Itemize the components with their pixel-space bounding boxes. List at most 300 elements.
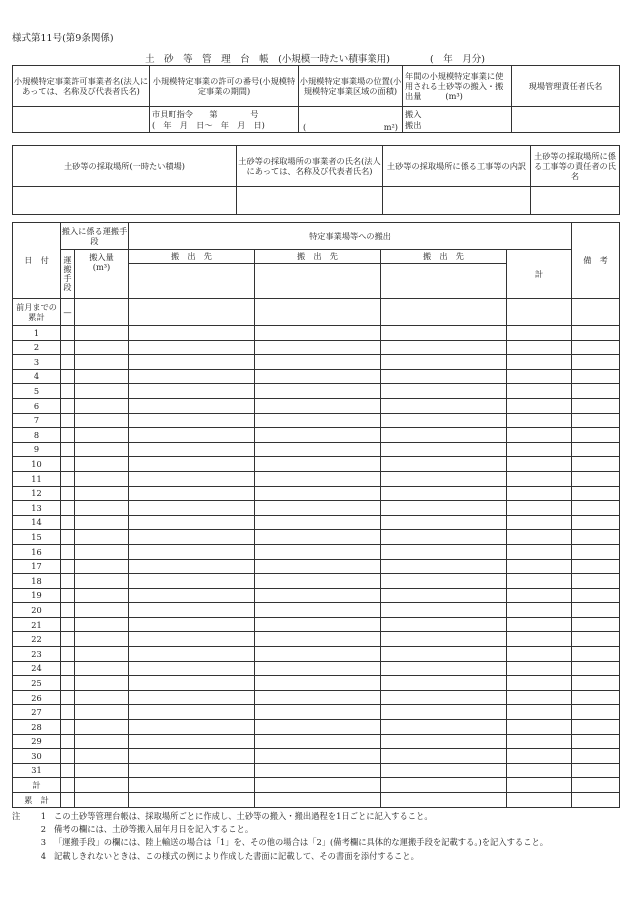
day-label: 20 [13,603,61,618]
day-cell[interactable] [255,647,381,662]
day-cell[interactable] [572,530,620,545]
day-cell[interactable] [507,398,572,413]
day-cell[interactable] [507,720,572,735]
day-label: 21 [13,617,61,632]
header-destination-2: 搬 出 先 [255,250,381,264]
day-cell[interactable] [61,588,75,603]
day-cell[interactable] [572,559,620,574]
day-cell[interactable] [129,398,255,413]
day-cell[interactable] [129,603,255,618]
day-cell[interactable] [572,676,620,691]
day-cell[interactable] [129,647,255,662]
day-cell[interactable] [572,690,620,705]
day-label: 15 [13,530,61,545]
day-cell[interactable] [507,326,572,341]
day-cell[interactable] [572,413,620,428]
day-cell[interactable] [61,632,75,647]
day-cell[interactable] [75,486,129,501]
day-cell[interactable] [61,661,75,676]
day-cell[interactable] [507,661,572,676]
day-cell[interactable] [255,398,381,413]
day-row [13,720,620,735]
area-open: ( [303,121,307,132]
day-cell[interactable] [381,763,507,778]
sum-cell[interactable] [129,778,255,793]
day-cell[interactable] [61,603,75,618]
day-cell[interactable] [61,574,75,589]
day-row [13,734,620,749]
day-cell[interactable] [572,369,620,384]
cumulative-cell[interactable] [61,793,75,808]
day-cell[interactable] [255,413,381,428]
day-cell[interactable] [507,471,572,486]
site-location-field[interactable] [299,107,403,133]
day-cell[interactable] [61,326,75,341]
day-cell[interactable] [255,515,381,530]
day-cell[interactable] [255,355,381,370]
day-cell[interactable] [381,369,507,384]
day-cell[interactable] [255,471,381,486]
day-cell[interactable] [507,413,572,428]
day-cell[interactable] [572,544,620,559]
day-cell[interactable] [129,544,255,559]
day-cell[interactable] [129,442,255,457]
day-cell[interactable] [381,632,507,647]
day-cell[interactable] [507,705,572,720]
day-cell[interactable] [61,676,75,691]
day-row [13,501,620,516]
day-cell[interactable] [61,763,75,778]
day-cell[interactable] [75,632,129,647]
day-cell[interactable] [61,486,75,501]
day-cell[interactable] [381,413,507,428]
day-cell[interactable] [61,398,75,413]
day-cell[interactable] [381,471,507,486]
day-cell[interactable] [129,559,255,574]
day-cell[interactable] [572,734,620,749]
day-cell[interactable] [381,442,507,457]
day-cell[interactable] [572,457,620,472]
day-cell[interactable] [507,574,572,589]
day-cell[interactable] [572,574,620,589]
day-cell[interactable] [572,661,620,676]
day-cell[interactable] [75,588,129,603]
prev-month-cell[interactable] [507,299,572,326]
day-cell[interactable] [507,647,572,662]
day-cell[interactable] [255,574,381,589]
day-cell[interactable] [75,647,129,662]
day-cell[interactable] [507,544,572,559]
day-cell[interactable] [129,661,255,676]
day-cell[interactable] [129,369,255,384]
title-period: ( 年 月分) [430,54,485,65]
day-cell[interactable] [572,471,620,486]
cumulative-cell[interactable] [129,793,255,808]
notes-section [12,810,620,863]
note-text: 備考の欄には、土砂等搬入届年月日を記入すること。 [54,824,254,835]
day-cell[interactable] [129,617,255,632]
day-cell[interactable] [255,705,381,720]
cumulative-label: 累 計 [13,793,61,808]
day-label: 8 [13,428,61,443]
site-manager-field[interactable] [512,107,620,133]
sum-cell[interactable] [381,778,507,793]
annual-volume-unit: (m³) [445,91,463,102]
day-cell[interactable] [507,340,572,355]
area-field [299,122,402,132]
operator-name-field[interactable] [13,107,150,133]
day-cell[interactable] [75,369,129,384]
day-cell[interactable] [61,544,75,559]
day-cell[interactable] [381,661,507,676]
header-operator-name: 小規模特定事業許可事業者名(法人にあっては、名称及び代表者氏名) [13,66,150,107]
work-manager-field[interactable] [531,187,620,215]
day-cell[interactable] [255,544,381,559]
day-cell[interactable] [75,384,129,399]
day-cell[interactable] [75,501,129,516]
day-cell[interactable] [75,705,129,720]
day-cell[interactable] [381,515,507,530]
day-cell[interactable] [507,763,572,778]
day-cell[interactable] [129,457,255,472]
day-cell[interactable] [507,486,572,501]
day-cell[interactable] [572,355,620,370]
sum-cell[interactable] [572,778,620,793]
day-cell[interactable] [129,676,255,691]
sum-cell[interactable] [507,778,572,793]
day-cell[interactable] [61,690,75,705]
day-cell[interactable] [381,530,507,545]
day-cell[interactable] [61,647,75,662]
day-cell[interactable] [507,457,572,472]
day-cell[interactable] [572,384,620,399]
day-cell[interactable] [61,515,75,530]
day-cell[interactable] [572,398,620,413]
day-cell[interactable] [255,457,381,472]
day-cell[interactable] [75,544,129,559]
day-cell[interactable] [75,574,129,589]
prev-month-cell[interactable] [75,299,129,326]
day-cell[interactable] [129,749,255,764]
day-cell[interactable] [61,384,75,399]
day-cell[interactable] [75,442,129,457]
volume-field[interactable] [403,107,512,133]
day-cell[interactable] [129,413,255,428]
work-details-field[interactable] [383,187,531,215]
prev-month-cell[interactable] [572,299,620,326]
day-cell[interactable] [381,355,507,370]
day-cell[interactable] [75,749,129,764]
day-row [13,515,620,530]
day-cell[interactable] [75,428,129,443]
day-cell[interactable] [255,632,381,647]
day-cell[interactable] [381,690,507,705]
day-cell[interactable] [507,428,572,443]
day-cell[interactable] [572,486,620,501]
day-cell[interactable] [75,661,129,676]
day-cell[interactable] [75,326,129,341]
day-cell[interactable] [61,369,75,384]
day-cell[interactable] [381,384,507,399]
day-cell[interactable] [129,632,255,647]
day-cell[interactable] [255,749,381,764]
day-cell[interactable] [255,326,381,341]
day-label: 13 [13,501,61,516]
day-cell[interactable] [381,457,507,472]
day-cell[interactable] [572,428,620,443]
day-cell[interactable] [381,676,507,691]
day-cell[interactable] [129,734,255,749]
source-location-field[interactable] [13,187,237,215]
day-cell[interactable] [507,676,572,691]
day-cell[interactable] [507,530,572,545]
day-cell[interactable] [381,428,507,443]
cumulative-cell[interactable] [255,793,381,808]
source-operator-field[interactable] [237,187,383,215]
day-cell[interactable] [255,603,381,618]
day-cell[interactable] [75,398,129,413]
day-cell[interactable] [129,720,255,735]
day-cell[interactable] [507,442,572,457]
destination-2-field[interactable] [255,264,381,299]
day-cell[interactable] [75,720,129,735]
day-cell[interactable] [61,355,75,370]
day-cell[interactable] [381,734,507,749]
prev-month-cell[interactable] [381,299,507,326]
prev-month-label: 前月までの累計 [13,299,61,326]
day-cell[interactable] [129,515,255,530]
day-cell[interactable] [129,763,255,778]
day-label: 25 [13,676,61,691]
day-cell[interactable] [129,428,255,443]
day-cell[interactable] [572,763,620,778]
day-cell[interactable] [381,647,507,662]
day-cell[interactable] [255,588,381,603]
day-cell[interactable] [61,705,75,720]
day-cell[interactable] [507,588,572,603]
day-cell[interactable] [129,530,255,545]
day-row [13,413,620,428]
day-cell[interactable] [75,690,129,705]
day-cell[interactable] [75,734,129,749]
header-site-location: 小規模特定事業場の位置(小規模特定事業区域の面積) [299,66,403,107]
day-cell[interactable] [129,486,255,501]
day-cell[interactable] [507,384,572,399]
destination-1-field[interactable] [129,264,255,299]
day-cell[interactable] [129,326,255,341]
day-cell[interactable] [507,734,572,749]
day-cell[interactable] [129,690,255,705]
day-cell[interactable] [75,355,129,370]
day-row [13,617,620,632]
day-cell[interactable] [61,413,75,428]
day-cell[interactable] [61,428,75,443]
header-annual-volume [403,66,512,107]
header-work-manager: 土砂等の採取場所に係る工事等の責任者の氏名 [531,146,620,187]
document-title [0,51,630,65]
day-cell[interactable] [572,632,620,647]
day-cell[interactable] [572,603,620,618]
day-cell[interactable] [255,617,381,632]
day-cell[interactable] [507,559,572,574]
day-cell[interactable] [75,676,129,691]
day-cell[interactable] [75,763,129,778]
day-cell[interactable] [381,749,507,764]
prev-month-cell[interactable] [255,299,381,326]
day-cell[interactable] [61,617,75,632]
sum-cell[interactable] [61,778,75,793]
day-cell[interactable] [507,369,572,384]
day-cell[interactable] [572,647,620,662]
day-row [13,340,620,355]
day-cell[interactable] [75,603,129,618]
day-cell[interactable] [255,690,381,705]
day-cell[interactable] [572,749,620,764]
day-cell[interactable] [507,749,572,764]
day-cell[interactable] [507,355,572,370]
day-row [13,428,620,443]
day-row [13,384,620,399]
permit-number-field[interactable] [150,107,299,133]
day-cell[interactable] [381,559,507,574]
day-cell[interactable] [572,442,620,457]
day-label: 11 [13,471,61,486]
day-cell[interactable] [255,676,381,691]
day-cell[interactable] [572,720,620,735]
day-cell[interactable] [61,340,75,355]
day-cell[interactable] [507,617,572,632]
day-cell[interactable] [381,603,507,618]
day-row [13,763,620,778]
day-cell[interactable] [255,720,381,735]
day-cell[interactable] [381,398,507,413]
cumulative-cell[interactable] [75,793,129,808]
day-cell[interactable] [61,559,75,574]
day-cell[interactable] [255,486,381,501]
day-cell[interactable] [129,471,255,486]
day-cell[interactable] [381,574,507,589]
day-cell[interactable] [61,530,75,545]
day-cell[interactable] [381,544,507,559]
day-cell[interactable] [255,501,381,516]
day-cell[interactable] [572,705,620,720]
day-label: 24 [13,661,61,676]
cumulative-cell[interactable] [381,793,507,808]
note-number: 4 [40,850,46,861]
day-cell[interactable] [255,428,381,443]
day-cell[interactable] [75,617,129,632]
annual-volume-label: 年間の小規模特定事業に使用される土砂等の搬入・搬出量 [405,70,504,102]
day-cell[interactable] [572,326,620,341]
day-cell[interactable] [129,340,255,355]
day-cell[interactable] [75,559,129,574]
day-cell[interactable] [381,486,507,501]
day-cell[interactable] [381,326,507,341]
source-info-table [12,145,620,215]
day-cell[interactable] [507,501,572,516]
day-cell[interactable] [75,413,129,428]
day-cell[interactable] [255,384,381,399]
day-cell[interactable] [507,632,572,647]
day-row [13,632,620,647]
day-cell[interactable] [255,369,381,384]
note-number: 1 [40,811,46,821]
day-cell[interactable] [61,442,75,457]
cumulative-cell[interactable] [572,793,620,808]
day-row [13,530,620,545]
form-number: 様式第11号(第9条関係) [12,33,114,44]
day-cell[interactable] [129,588,255,603]
day-cell[interactable] [75,457,129,472]
day-label: 18 [13,574,61,589]
day-cell[interactable] [255,763,381,778]
day-cell[interactable] [507,603,572,618]
note-item [12,810,620,823]
header-source-location: 土砂等の採取場所(一時たい積場) [13,146,237,187]
notes-label: 注 [12,811,21,821]
note-text: 記載しきれないときは、この様式の例により作成した書面に記載して、その書面を添付すること。 [54,850,419,861]
day-row [13,457,620,472]
prev-month-cell[interactable] [129,299,255,326]
day-cell[interactable] [255,442,381,457]
day-cell[interactable] [507,515,572,530]
day-cell[interactable] [255,530,381,545]
day-cell[interactable] [381,617,507,632]
day-cell[interactable] [75,515,129,530]
day-cell[interactable] [61,457,75,472]
header-permit-number: 小規模特定事業の許可の番号(小規模特定事業の期間) [150,66,299,107]
day-cell[interactable] [255,734,381,749]
day-cell[interactable] [75,471,129,486]
day-cell[interactable] [61,501,75,516]
day-cell[interactable] [129,574,255,589]
day-cell[interactable] [129,384,255,399]
day-label: 3 [13,355,61,370]
cumulative-cell[interactable] [507,793,572,808]
day-cell[interactable] [61,471,75,486]
day-cell[interactable] [75,340,129,355]
day-cell[interactable] [75,530,129,545]
day-cell[interactable] [572,588,620,603]
day-cell[interactable] [255,661,381,676]
day-cell[interactable] [129,705,255,720]
day-label: 17 [13,559,61,574]
day-cell[interactable] [381,720,507,735]
day-cell[interactable] [381,501,507,516]
sum-cell[interactable] [75,778,129,793]
day-cell[interactable] [255,340,381,355]
day-cell[interactable] [507,690,572,705]
day-cell[interactable] [381,588,507,603]
sum-cell[interactable] [255,778,381,793]
day-cell[interactable] [572,340,620,355]
day-cell[interactable] [572,515,620,530]
day-cell[interactable] [129,355,255,370]
day-cell[interactable] [61,749,75,764]
header-carry-in-means: 搬入に係る運搬手段 [61,223,129,250]
day-cell[interactable] [255,559,381,574]
day-cell[interactable] [572,617,620,632]
day-cell[interactable] [381,705,507,720]
day-cell[interactable] [61,720,75,735]
day-label: 2 [13,340,61,355]
destination-3-field[interactable] [381,264,507,299]
header-source-operator: 土砂等の採取場所の事業者の氏名(法人にあっては、名称及び代表者氏名) [237,146,383,187]
day-cell[interactable] [61,734,75,749]
day-cell[interactable] [381,340,507,355]
day-cell[interactable] [572,501,620,516]
day-cell[interactable] [129,501,255,516]
